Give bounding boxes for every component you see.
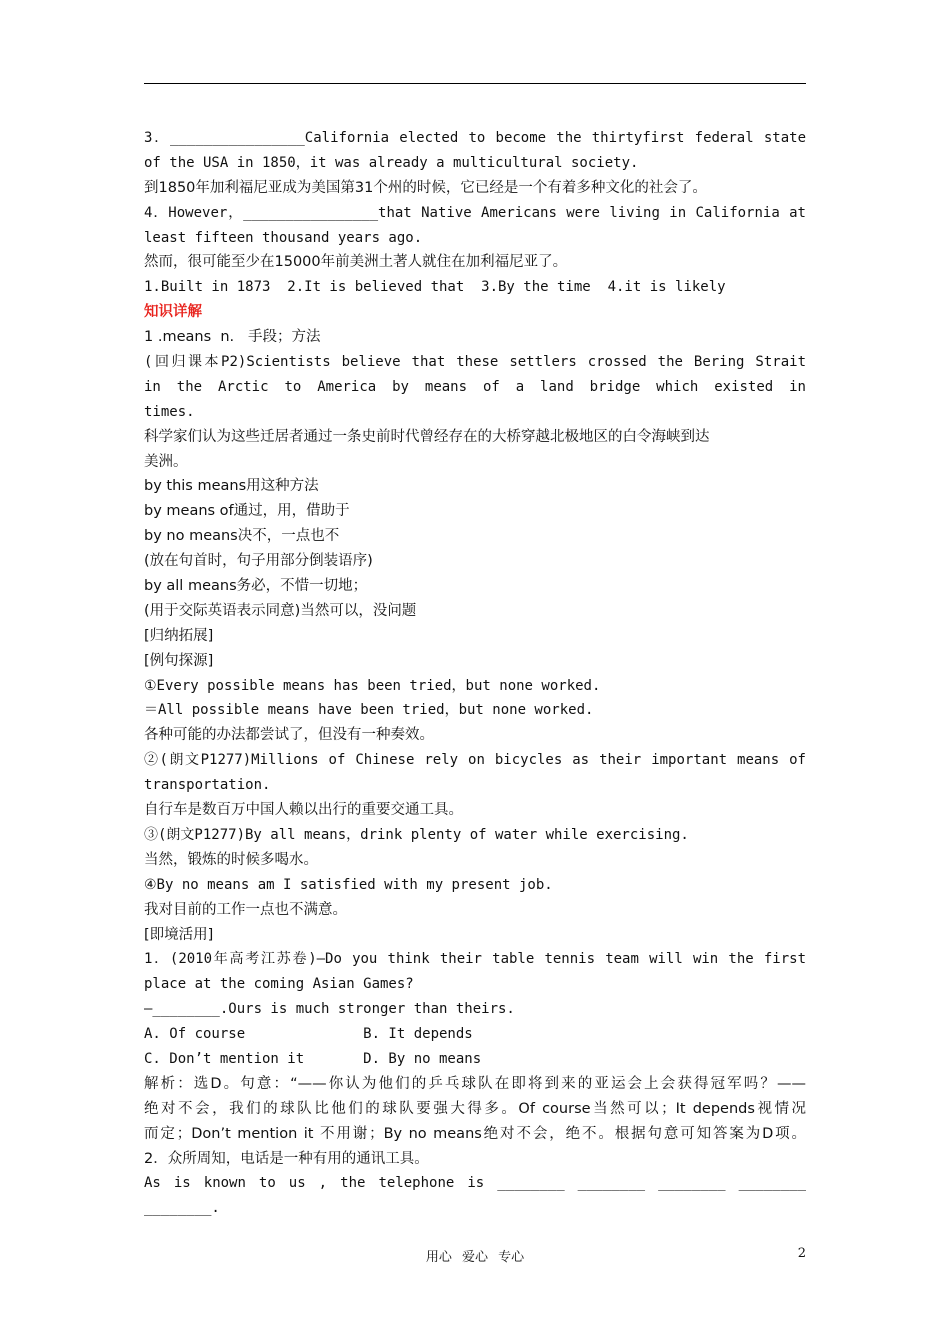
phrase-item: by no means决不，一点也不 xyxy=(144,528,340,545)
explanation-line: 绝对不会，我们的球队比他们的球队要强大得多。Of course当然可以；It depends视情况 xyxy=(144,1100,806,1117)
text-line: (回归课本P2)Scientists believe that these settlers crossed the Bering Strait xyxy=(144,354,806,371)
example-sentence: ④By no means am I satisfied with my present job. xyxy=(144,876,553,893)
exercise-question: —________.Ours is much stronger than theirs. xyxy=(144,1001,515,1018)
answer-options: C. Don’t mention it D. By no means xyxy=(144,1050,482,1067)
fill-in-blank-line: As is known to us , the telephone is ________ ________ ________ ________ xyxy=(144,1175,806,1192)
text-line: 美洲。 xyxy=(144,453,188,470)
text-line: in the Arctic to America by means of a land bridge which existed in xyxy=(144,378,806,395)
text-line: 科学家们认为这些迁居者通过一条史前时代曾经存在的大桥穿越北极地区的白令海峡到达 xyxy=(144,428,710,445)
document-body xyxy=(144,126,806,1221)
header-rule xyxy=(144,83,806,84)
example-sentence: ②(朗文P1277)Millions of Chinese rely on bicycles as their important means of xyxy=(144,752,806,769)
vocab-entry: 1 .means n. 手段；方法 xyxy=(144,329,321,346)
footer-motto: 用心 爱心 专心 xyxy=(425,1250,525,1265)
exercise-question: place at the coming Asian Games? xyxy=(144,976,414,993)
section-heading: 知识详解 xyxy=(144,304,202,321)
example-sentence: ③(朗文P1277)By all means，drink plenty of water while exercising. xyxy=(144,826,689,843)
text-line: 到1850年加利福尼亚成为美国第31个州的时候，它已经是一个有着多种文化的社会了。 xyxy=(144,179,707,196)
phrase-item: by this means用这种方法 xyxy=(144,478,319,495)
phrase-note: (放在句首时，句子用部分倒装语序) xyxy=(144,553,373,570)
example-translation: 我对目前的工作一点也不满意。 xyxy=(144,901,347,918)
text-line: least fifteen thousand years ago. xyxy=(144,229,423,246)
subsection-label: [例句探源] xyxy=(144,652,214,669)
subsection-label: [即境活用] xyxy=(144,926,214,943)
example-sentence: transportation. xyxy=(144,777,271,794)
answer-options: A. Of course B. It depends xyxy=(144,1026,473,1043)
example-sentence: ＝All possible means have been tried，but none worked. xyxy=(144,702,594,719)
text-line: of the USA in 1850，it was already a multicultural society. xyxy=(144,154,639,171)
explanation-line: 解析：选D。句意：“——你认为他们的乒乓球队在即将到来的亚运会上会获得冠军吗？—— xyxy=(144,1075,806,1092)
explanation-line: 而定；Don’t mention it 不用谢；By no means绝对不会，绝不。根据句意可知答案为D项。 xyxy=(144,1125,806,1142)
example-sentence: ①Every possible means has been tried，but none worked. xyxy=(144,677,601,694)
text-line: 4．However，________________that Native Americans were living in California at xyxy=(144,204,806,221)
fill-in-blank-line: ________. xyxy=(144,1200,220,1217)
example-translation: 各种可能的办法都尝试了，但没有一种奏效。 xyxy=(144,727,434,744)
exercise-question: 1．(2010年高考江苏卷)—Do you think their table tennis team will win the first xyxy=(144,951,806,968)
subsection-label: [归纳拓展] xyxy=(144,627,214,644)
example-translation: 自行车是数百万中国人赖以出行的重要交通工具。 xyxy=(144,802,463,819)
phrase-note: (用于交际英语表示同意)当然可以，没问题 xyxy=(144,602,417,619)
example-translation: 当然，锻炼的时候多喝水。 xyxy=(144,851,318,868)
text-line: 3．________________California elected to become the thirtyfirst federal state xyxy=(144,130,806,146)
phrase-item: by means of通过，用，借助于 xyxy=(144,503,350,520)
exercise-question: 2．众所周知，电话是一种有用的通讯工具。 xyxy=(144,1150,429,1167)
text-line: 然而，很可能至少在15000年前美洲土著人就住在加利福尼亚了。 xyxy=(144,254,568,271)
text-line: times. xyxy=(144,403,195,420)
page-number: 2 xyxy=(797,1246,806,1261)
phrase-item: by all means务必，不惜一切地； xyxy=(144,578,368,595)
answer-key-line: 1.Built in 1873 2.It is believed that 3.By the time 4.it is likely xyxy=(144,279,726,296)
